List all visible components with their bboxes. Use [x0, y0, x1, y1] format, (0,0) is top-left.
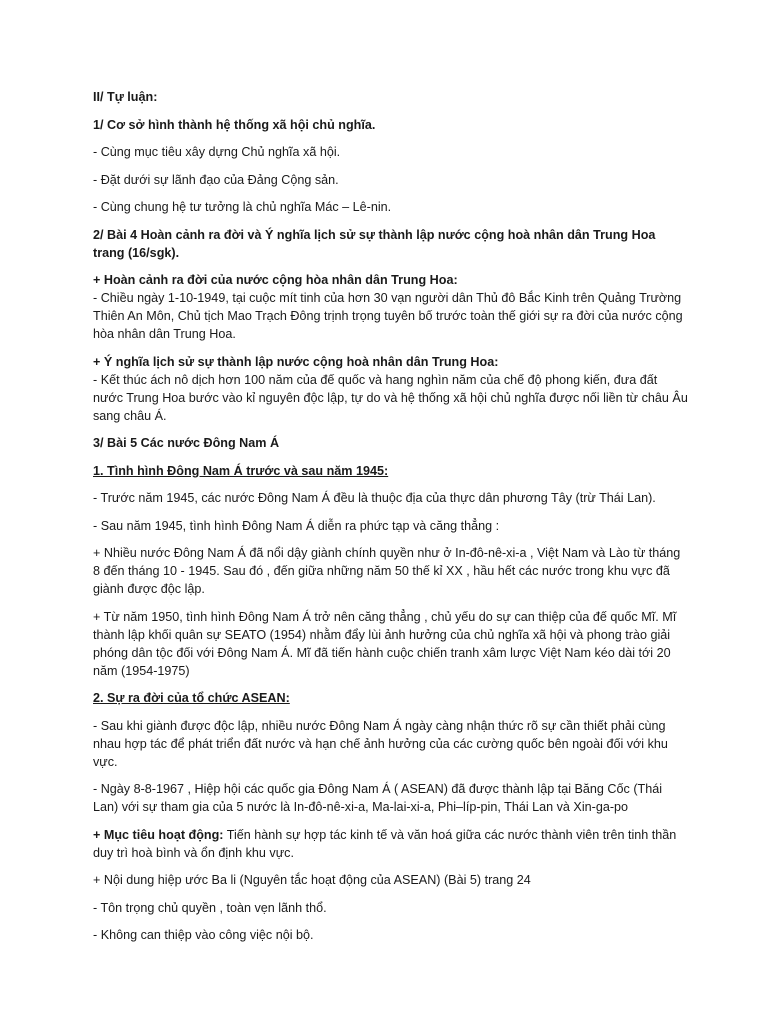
question-3-heading: 3/ Bài 5 Các nước Đông Nam Á — [93, 436, 280, 450]
document-page — [93, 88, 688, 954]
tension-paragraph: + Từ năm 1950, tình hình Đông Nam Á trở nên căng thẳng , chủ yếu do sự can thiệp của đế quốc Mĩ. Mĩ thành lập khối quân sự SEATO (1954) nhằm đẩy lùi ảnh hưởng của chủ nghĩa xã hội và phong trào giải phóng dân tộc đối với Đông Nam Á. Mĩ đã tiến hành cuộc chiến tranh xâm lược Việt Nam kéo dài tới 20 năm (1954-1975) — [93, 609, 677, 678]
asean-founding-paragraph: - Ngày 8-8-1967 , Hiệp hội các quốc gia Đông Nam Á ( ASEAN) đã được thành lập tại Băng Cốc (Thái Lan) với sự tham gia của 5 nước là In-đô-nê-xi-a, Ma-lai-xi-a, Phi–líp-pin, Thái Lan và Xin-ga-po — [93, 782, 663, 814]
china-founding-context-body: - Chiều ngày 1-10-1949, tại cuộc mít tinh của hơn 30 vạn người dân Thủ đô Bắc Kinh trên Quảng Trường Thiên An Môn, Chủ tịch Mao Trạch Đông trịnh trọng tuyên bố trước toàn thế giới sự ra đời của nước cộng hòa nhân dân Trung Hoa. — [93, 291, 683, 341]
bullet-ideology: - Cùng chung hệ tư tưởng là chủ nghĩa Mác – Lê-nin. — [93, 200, 392, 214]
after-1945-paragraph: - Sau năm 1945, tình hình Đông Nam Á diễn ra phức tạp và căng thẳng : — [93, 518, 500, 533]
china-founding-significance-body: - Kết thúc ách nô dịch hơn 100 năm của đế quốc và hang nghìn năm của chế độ phong kiến, đưa đất nước Trung Hoa bước vào kỉ nguyên độc lập, tự do và hệ thống xã hội chủ nghĩa được nối liền từ châu Âu sang châu Á. — [93, 372, 688, 423]
asean-goal-text: Tiến hành sự hợp tác kinh tế và văn hoá giữa các nước thành viên trên tinh thần duy trì hoà bình và ổn định khu vực. — [93, 827, 677, 860]
asean-goal-paragraph — [93, 826, 688, 862]
section-heading-essay: II/ Tự luận: — [93, 90, 158, 104]
bullet-common-goal: - Cùng mục tiêu xây dựng Chủ nghĩa xã hội. — [93, 145, 341, 159]
independence-paragraph: + Nhiều nước Đông Nam Á đã nổi dậy giành chính quyền như ở In-đô-nê-xi-a , Việt Nam và Lào từ tháng 8 đến tháng 10 - 1945. Sau đó , đến giữa những năm 50 thế kỉ XX , hầu hết các nước trong khu vực đã giành được độc lập. — [93, 546, 681, 596]
asean-goal-label: + Mục tiêu hoạt động: — [93, 827, 224, 842]
china-founding-context-heading: + Hoàn cảnh ra đời của nước cộng hòa nhân dân Trung Hoa: — [93, 273, 458, 287]
bullet-party-leadership: - Đặt dưới sự lãnh đạo của Đảng Cộng sản. — [93, 172, 339, 187]
question-2-heading: 2/ Bài 4 Hoàn cảnh ra đời và Ý nghĩa lịch sử sự thành lập nước cộng hoà nhân dân Trung Hoa trang (16/sgk). — [93, 227, 656, 260]
asean-need-paragraph: - Sau khi giành được độc lập, nhiều nước Đông Nam Á ngày càng nhận thức rõ sự cần thiết phải cùng nhau hợp tác để phát triển đất nước và hạn chế ảnh hưởng của các cường quốc bên ngoài đối với khu vực. — [93, 718, 668, 769]
china-founding-significance — [93, 353, 688, 425]
subsection-2-heading: 2. Sự ra đời của tổ chức ASEAN: — [93, 691, 290, 705]
principle-sovereignty: - Tôn trọng chủ quyền , toàn vẹn lãnh thổ. — [93, 900, 327, 915]
bali-treaty-paragraph: + Nội dung hiệp ước Ba li (Nguyên tắc hoạt động của ASEAN) (Bài 5) trang 24 — [93, 873, 531, 887]
question-1-heading: 1/ Cơ sở hình thành hệ thống xã hội chủ nghĩa. — [93, 117, 376, 132]
subsection-1-heading: 1. Tình hình Đông Nam Á trước và sau năm 1945: — [93, 463, 389, 478]
china-founding-significance-heading: + Ý nghĩa lịch sử sự thành lập nước cộng hoà nhân dân Trung Hoa: — [93, 354, 499, 369]
china-founding-context — [93, 271, 688, 343]
before-1945-paragraph: - Trước năm 1945, các nước Đông Nam Á đều là thuộc địa của thực dân phương Tây (trừ Thái Lan). — [93, 491, 656, 505]
principle-non-interference: - Không can thiệp vào công việc nội bộ. — [93, 928, 314, 942]
